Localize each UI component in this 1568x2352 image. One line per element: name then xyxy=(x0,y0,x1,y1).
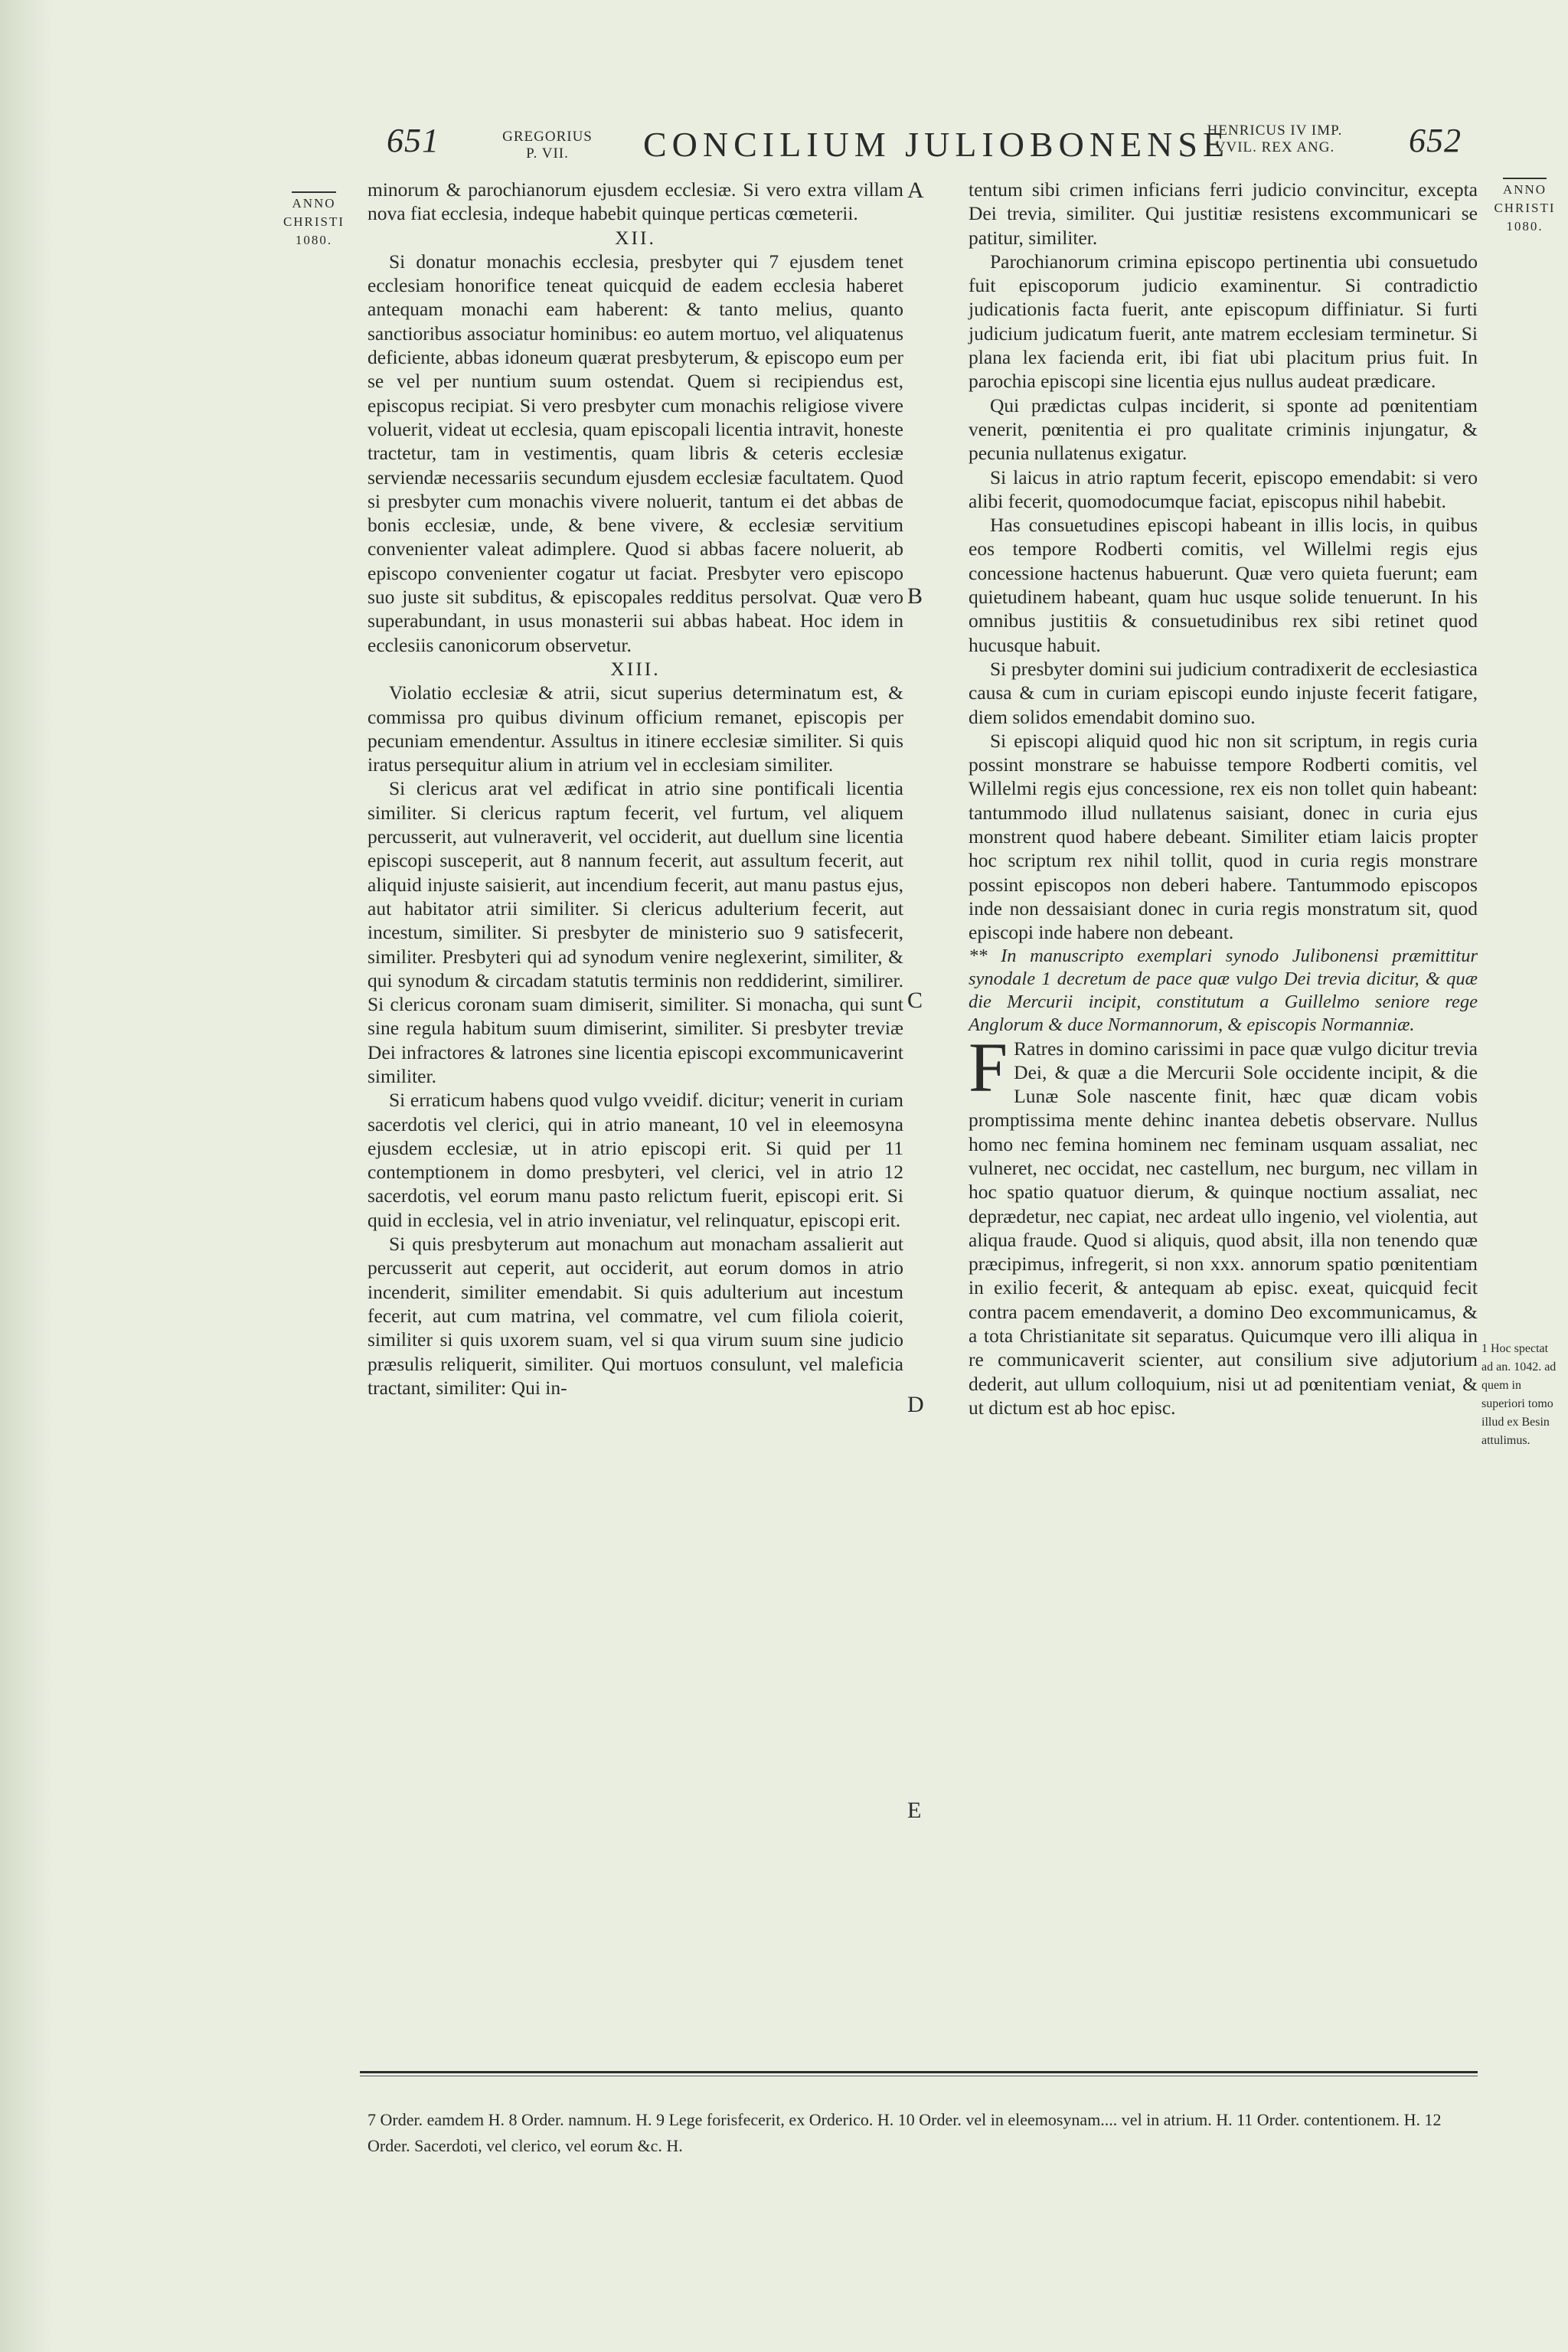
paragraph: Si episcopi aliquid quod hic non sit scriptum, in regis curia possint monstrare se habuisse tempore Rodberti comitis, vel Willelmi regis ejus concessione, rex eis non tollet quin habeant: tantummodo illud nullatenus saisiant, donec in curia ejus monstrent quod habere debeant. Similiter etiam laicis propter hoc scriptum rex nihil tollit, quod in curia regis monstrare possint episcopos non deberi habere. Tantummodo episcopos inde non dessaisiant donec in curia regis monstratum sit, quod episcopi inde habere non debeant. xyxy=(969,729,1478,944)
christi-label: CHRISTI xyxy=(1494,201,1556,215)
page-title: CONCILIUM JULIOBONENSE xyxy=(643,125,1230,164)
anno-christi-left xyxy=(268,191,360,250)
paragraph: Si laicus in atrio raptum fecerit, episcopo emendabit: si vero alibi fecerit, quomodocumque faciat, episcopus nihil habebit. xyxy=(969,466,1478,512)
anno-label: ANNO xyxy=(292,191,335,213)
page-number-right: 652 xyxy=(1409,122,1462,159)
footnotes: 7 Order. eamdem H. 8 Order. namnum. H. 9 Lege forisfecerit, ex Orderico. H. 10 Order. vel in eleemosynam.... vel in atrium. H. 11 Order. contentionem. H. 12 Order. Sacerdoti, vel clerico, vel eorum &c. H. xyxy=(368,2110,1442,2155)
margin-letter-e: E xyxy=(907,1798,922,1823)
left-column xyxy=(368,178,903,1400)
paragraph: Si presbyter domini sui judicium contradixerit de ecclesiastica causa & cum in curiam episcopi eundo injuste fecerit fatigare, diem solidos emendabit domino suo. xyxy=(969,657,1478,728)
paragraph: Violatio ecclesiæ & atrii, sicut superius determinatum est, & commissa pro quibus divinum officium remanet, episcopis per pecuniam emendentur. Assultus in itinere ecclesiæ similiter. Si quis iratus persequitur alium in atrium vel in ecclesiam similiter. xyxy=(368,681,903,776)
decree-paragraph xyxy=(969,1027,1478,1420)
paragraph: Si donatur monachis ecclesia, presbyter qui 7 ejusdem tenet ecclesiam honorifice teneat quicquid de eadem ecclesia haberet antequam monachi eam haberent: & tanto melius, quanto sanctioribus associatur hominibus: eo autem mortuo, vel aliquatenus deficiente, abbas idoneum quærat presbyterum, & episcopo eum per se vel per nuntium suum ostendat. Quem si recipiendus est, episcopus recipiat. Si vero presbyter cum monachis religiose vivere voluerit, videat ut ecclesia, quam episcopali licentia intravit, honeste tractetur, tam in vestimentis, quam libris & ceteris ecclesiæ serviendæ necessariis secundum ejusdem ecclesiæ facultatem. Quod si presbyter cum monachis vivere noluerit, tantum ei det abbas de bonis ecclesiæ, unde, & bene vivere, & ecclesiæ servitium convenienter valeat adimplere. Quod si abbas facere noluerit, ab episcopo convenienter cogatur ut faciat. Presbyter vero episcopo suo juste sit subditus, & episcopales redditus persolvat. Quæ vero superabundant, in usus monasterii sui abbas habeat. Hoc idem in ecclesiis canonicorum observetur. xyxy=(368,250,903,656)
paragraph: Qui prædictas culpas inciderit, si sponte ad pœnitentiam venerit, pœnitentia ei pro qualitate criminis injungatur, & pecunia nullatenus exigatur. xyxy=(969,394,1478,465)
paragraph: Parochianorum crimina episcopo pertinentia ubi consuetudo fuit episcoporum judicio examinentur. Si contradictio judicationis facta fuerit, ante episcopum diffiniatur. Si furti judicium judicatum fuerit, ante matrem ecclesiam terminetur. Si plana lex facienda erit, ibi fiat ubi placitum prius fuit. In parochia episcopi sine licentia ejus nullus audeat prædicare. xyxy=(969,250,1478,393)
running-head-right: HENRICUS IV IMP. VVIL. REX ANG. xyxy=(1207,122,1343,155)
page-number-left: 651 xyxy=(387,122,439,159)
running-head-left: GREGORIUS P. VII. xyxy=(502,129,593,162)
christi-label: CHRISTI xyxy=(283,214,345,229)
margin-letter-a: A xyxy=(907,178,924,203)
margin-letter-b: B xyxy=(907,583,923,609)
section-heading: XII. xyxy=(615,226,656,249)
anno-christi-right xyxy=(1481,178,1568,236)
drop-cap: F xyxy=(969,1027,1008,1106)
year-label: 1080. xyxy=(1506,219,1544,234)
year-label: 1080. xyxy=(295,233,333,247)
margin-letter-c: C xyxy=(907,988,923,1013)
paragraph: Si clericus arat vel ædificat in atrio sine pontificali licentia similiter. Si clericus raptum fecerit, vel furtum, vel aliquem percusserit, aut vulneraverit, vel occiderit, aut duellum sine licentia episcopi susceperit, aut 8 nannum fecerit, aut assultum fecerit, aut aliquid injuste saisierit, aut incendium fecerit, aut manu pastus ejus, aut habitator atrii similiter. Si clericus adulterium fecerit, aut incestum, similiter. Si presbyter de ministerio suo 9 satisfecerit, similiter. Presbyteri qui ad synodum venire neglexerint, similiter, & qui synodum & circadam statutis terminis non reddiderint, similirer. Si clericus coronam suam dimiserit, similiter. Si monacha, qui sunt sine regula habitum suum dimiserint, similiter. Si presbyter treviæ Dei infractores & latrones sine licentia episcopi excommunicaverint similiter. xyxy=(368,777,903,1087)
paragraph: minorum & parochianorum ejusdem ecclesiæ. Si vero extra villam nova fiat ecclesia, indeque habebit quinque perticas cœmeterii. xyxy=(368,178,903,225)
decree-text: Ratres in domino carissimi in pace quæ vulgo dicitur trevia Dei, & quæ a die Mercurii Sole occidente incipit, & die Lunæ Sole nascente finit, hæc quæ dicam vobis promptissima mente dehinc inantea debetis observare. Nullus homo nec femina hominem nec feminam usquam assaliat, nec vulneret, nec occidat, nec castellum, nec burgum, nec villam in hoc spatio quatuor dierum, & quinque noctium assaliat, nec deprædetur, nec capiat, nec ardeat ullo ingenio, vel violentia, aut aliqua fraude. Quod si aliquis, quod absit, illa non tenendo quæ præcipimus, infregerit, si non xxx. annorum spatio pœnitentiam in exilio fecerit, & antequam ab episc. exeat, quicquid fecit contra pacem emendaverit, a domino Deo excommunicamus, & a tota Christianitate sit separatus. Quicumque vero illi aliqua in re communicaverit scienter, aut consilium sive adjutorium dederit, aut ullum colloquium, nisi ut ad pœnitentiam veniat, & ut dictum est ab hoc episc. xyxy=(969,1037,1478,1419)
paragraph: tentum sibi crimen inficians ferri judicio convincitur, excepta Dei trevia, similiter. Qui justitiæ resistens excommunicari se patitur, similiter. xyxy=(969,178,1478,249)
side-note: 1 Hoc spectat ad an. 1042. ad quem in superiori tomo illud ex Besin attulimus. xyxy=(1481,1342,1557,1447)
paragraph: Si erraticum habens quod vulgo vveidif. dicitur; venerit in curiam sacerdotis vel clerici, qui in atrio maneant, 10 vel in eleemosyna ejusdem ecclesiæ, ut in atrio episcopi erit. Si quid per 11 contemptionem in domo presbyteri, vel clerici, vel in atrio 12 sacerdotis, vel eorum manu pasto relictum fuerit, episcopi erit. Si quid in ecclesia, vel in atrio inveniatur, vel relinquatur, episcopi erit. xyxy=(368,1089,903,1231)
margin-letter-d: D xyxy=(907,1392,924,1417)
paragraph: Si quis presbyterum aut monachum aut monacham assalierit aut percusserit aut ceperit, aut occiderit, aut eorum domos in atrio incenderit, similiter emendabit. Si quis adulterium aut incestum fecerit, aut cum matrina, vel commatre, vel cum filiola coierit, similiter si quis uxorem suam, vel si qua virum suum sine judicio præsulis reliquerit, similiter. Qui mortuos consulunt, vel maleficia tractant, similiter: Qui in- xyxy=(368,1233,903,1399)
anno-label: ANNO xyxy=(1503,178,1547,199)
section-heading: XIII. xyxy=(610,657,661,680)
paragraph: Has consuetudines episcopi habeant in illis locis, in quibus eos tempore Rodberti comitis, vel Willelmi regis ejus concessione hactenus habuerunt. Quæ vero quieta fuerunt; eam quietudinem habeant, quam huc usque solide tenuerunt. In his omnibus justitiis & consuetudinibus rex sibi retinet quod hucusque habuit. xyxy=(969,514,1478,656)
right-column xyxy=(969,178,1478,1419)
footnote-rule xyxy=(360,2071,1478,2073)
manuscript-note: ** In manuscripto exemplari synodo Julibonensi præmittitur synodale 1 decretum de pace quæ vulgo Dei trevia dicitur, & quæ die Mercurii incipit, constitutum a Guillelmo seniore rege Anglorum & duce Normannorum, & episcopis Normanniæ. xyxy=(969,945,1478,1035)
